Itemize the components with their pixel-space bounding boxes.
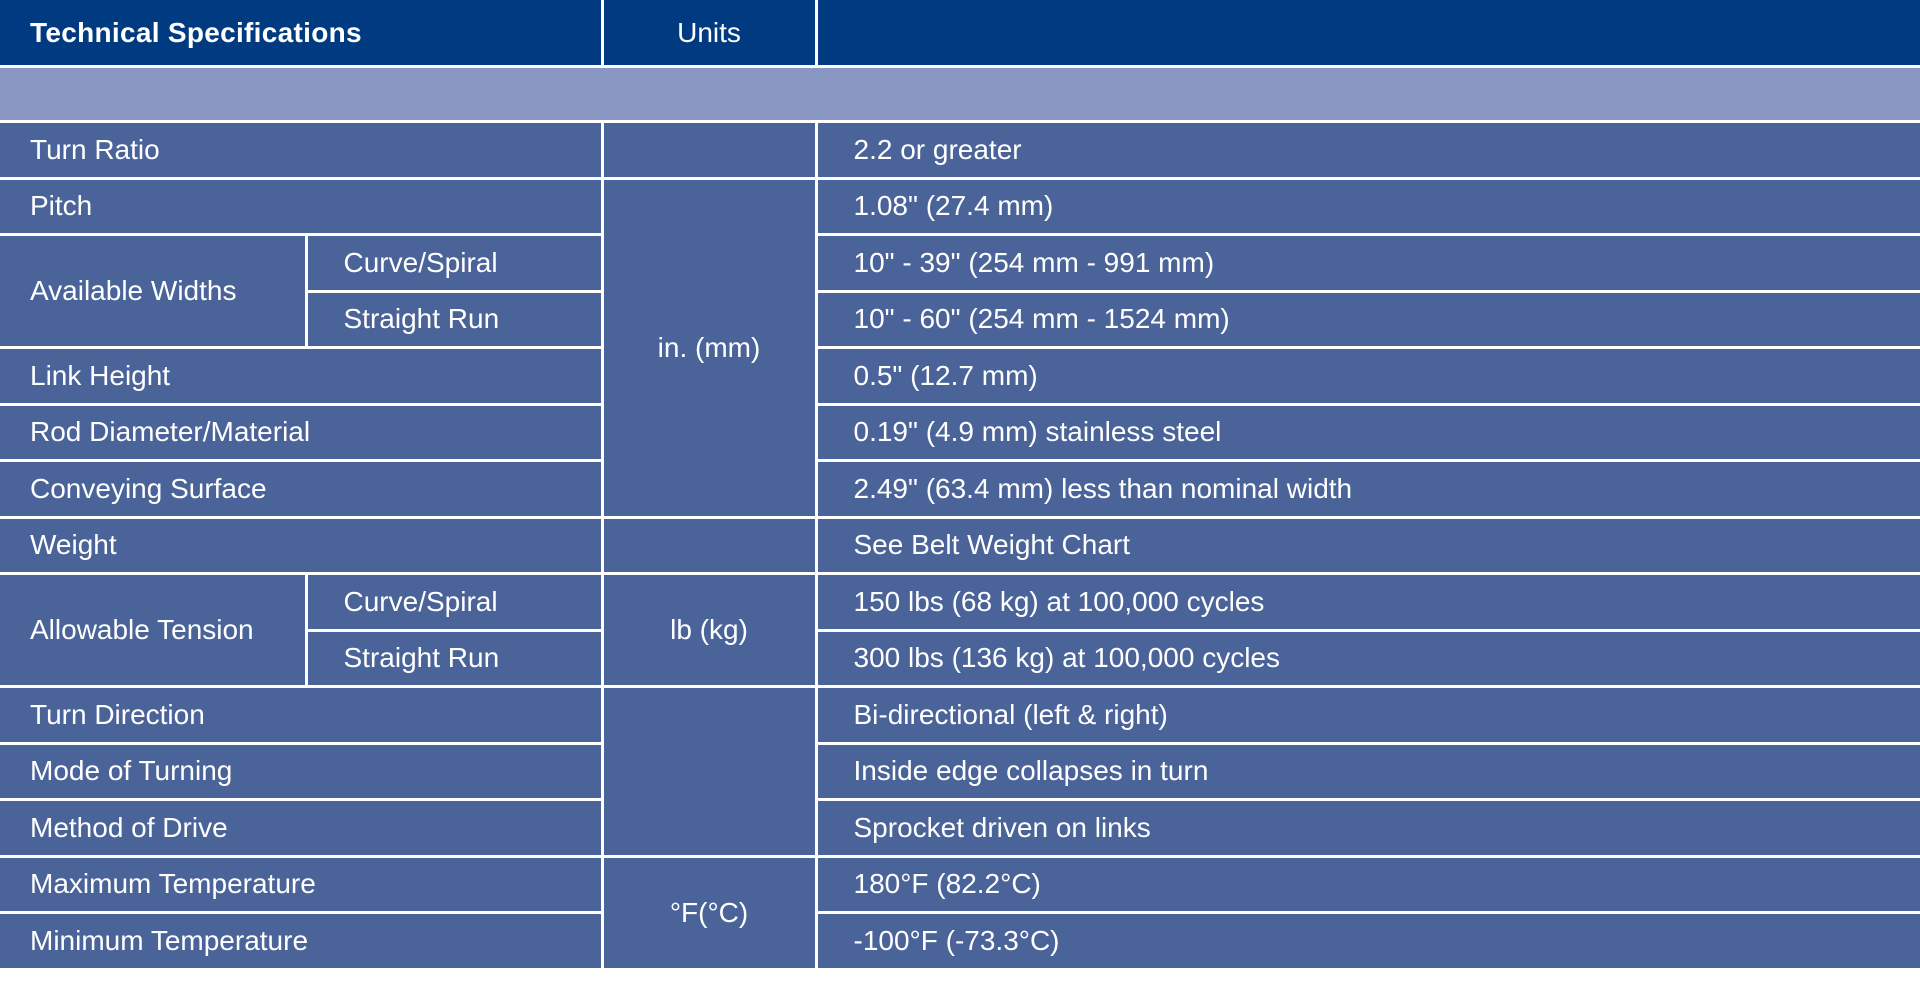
- spec-label: Minimum Temperature: [0, 913, 602, 970]
- spec-label: Conveying Surface: [0, 461, 602, 518]
- table-row: [0, 404, 1920, 461]
- spec-value: Sprocket driven on links: [816, 800, 1920, 857]
- spec-label: Weight: [0, 517, 602, 574]
- spec-label: Allowable Tension: [0, 574, 306, 687]
- table-row: [0, 800, 1920, 857]
- table-row: [0, 235, 1920, 292]
- spec-label: Maximum Temperature: [0, 856, 602, 913]
- spec-value: Bi-directional (left & right): [816, 687, 1920, 744]
- table-row: [0, 913, 1920, 970]
- unit-cell-empty: [602, 122, 816, 179]
- spec-label: Pitch: [0, 178, 602, 235]
- spec-value: 300 lbs (136 kg) at 100,000 cycles: [816, 630, 1920, 687]
- spec-value: 0.19" (4.9 mm) stainless steel: [816, 404, 1920, 461]
- table-row: [0, 856, 1920, 913]
- unit-cell-force: lb (kg): [602, 574, 816, 687]
- units-column-header: Units: [602, 0, 816, 67]
- section-band-cell: [0, 67, 1920, 122]
- unit-cell-length: in. (mm): [602, 178, 816, 517]
- spec-value: 2.2 or greater: [816, 122, 1920, 179]
- spec-label: Available Widths: [0, 235, 306, 348]
- spec-value: 10" - 39" (254 mm - 991 mm): [816, 235, 1920, 292]
- table-row: [0, 461, 1920, 518]
- unit-cell-temperature: °F(°C): [602, 856, 816, 969]
- spec-label: Link Height: [0, 348, 602, 405]
- spec-value: See Belt Weight Chart: [816, 517, 1920, 574]
- table-row: [0, 348, 1920, 405]
- spec-value: -100°F (-73.3°C): [816, 913, 1920, 970]
- header-row: [0, 0, 1920, 67]
- spec-sublabel: Straight Run: [306, 291, 602, 348]
- spec-sublabel: Straight Run: [306, 630, 602, 687]
- spec-sublabel: Curve/Spiral: [306, 235, 602, 292]
- table-row: [0, 122, 1920, 179]
- table-row: [0, 687, 1920, 744]
- value-column-header: [816, 0, 1920, 67]
- spec-value: 150 lbs (68 kg) at 100,000 cycles: [816, 574, 1920, 631]
- spec-label: Turn Ratio: [0, 122, 602, 179]
- spec-label: Rod Diameter/Material: [0, 404, 602, 461]
- table-row: [0, 178, 1920, 235]
- spec-label: Method of Drive: [0, 800, 602, 857]
- spec-label: Turn Direction: [0, 687, 602, 744]
- spec-value: 2.49" (63.4 mm) less than nominal width: [816, 461, 1920, 518]
- unit-cell-empty: [602, 687, 816, 857]
- table-row: [0, 517, 1920, 574]
- spec-value: 0.5" (12.7 mm): [816, 348, 1920, 405]
- spec-value: Inside edge collapses in turn: [816, 743, 1920, 800]
- table-title: Technical Specifications: [0, 0, 602, 67]
- spec-sublabel: Curve/Spiral: [306, 574, 602, 631]
- spec-label: Mode of Turning: [0, 743, 602, 800]
- spec-value: 1.08" (27.4 mm): [816, 178, 1920, 235]
- table-row: [0, 574, 1920, 631]
- table-row: [0, 743, 1920, 800]
- section-band: [0, 67, 1920, 122]
- unit-cell-empty: [602, 517, 816, 574]
- spec-value: 180°F (82.2°C): [816, 856, 1920, 913]
- spec-value: 10" - 60" (254 mm - 1524 mm): [816, 291, 1920, 348]
